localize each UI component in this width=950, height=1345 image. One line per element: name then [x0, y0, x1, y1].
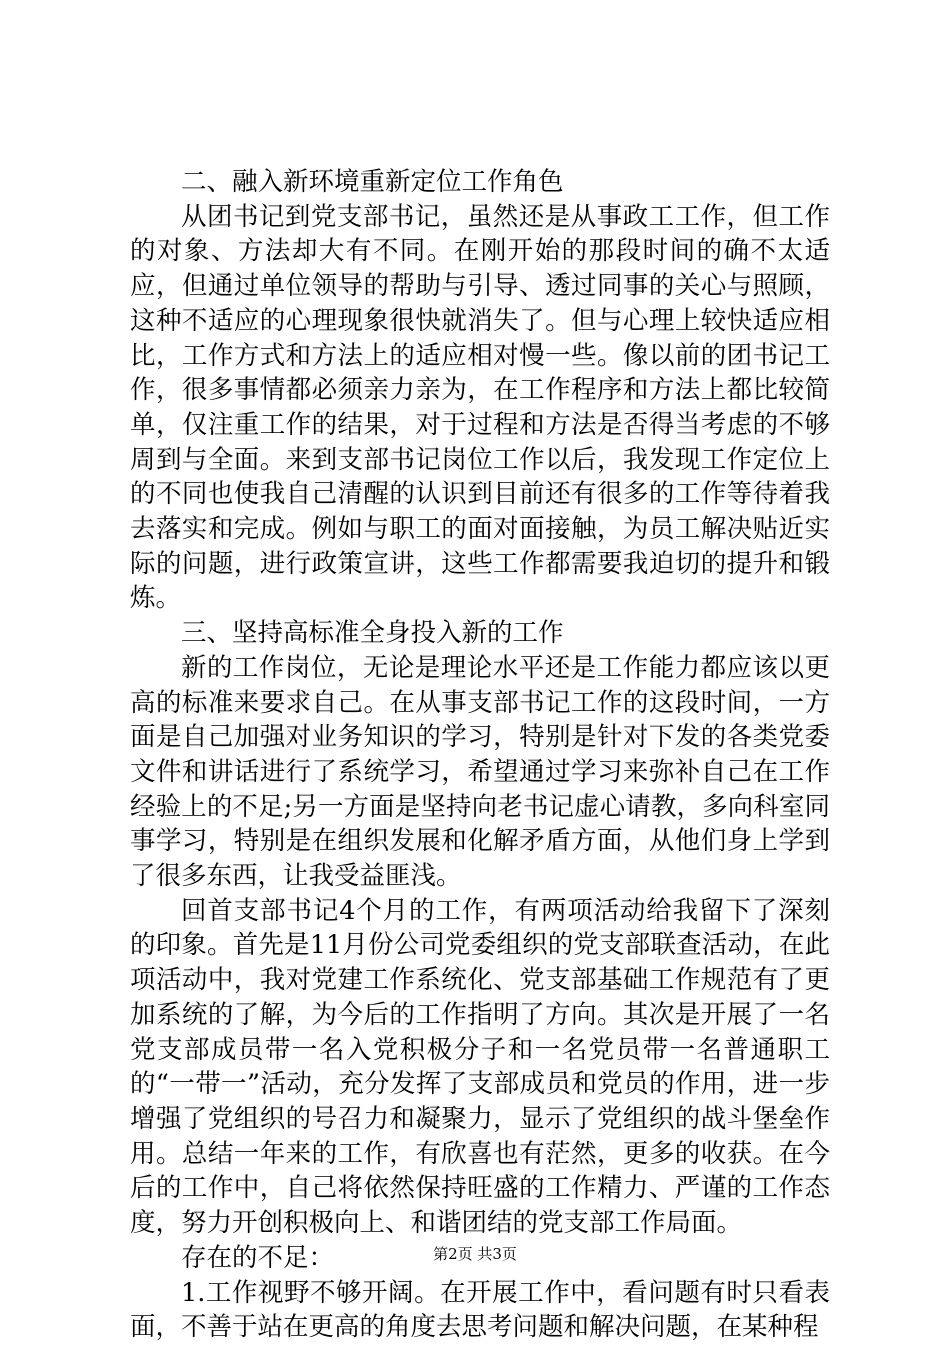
section-heading-3: 三、坚持高标准全身投入新的工作 [181, 618, 564, 649]
page-number: 第2页 共3页 [433, 1245, 517, 1263]
body-paragraph: 回首支部书记4个月的工作，有两项活动给我留下了深刻的印象。首先是11月份公司党委组织的党支部联查活动，在此项活动中，我对党建工作系统化、党支部基础工作规范有了更加系统的了解，为今后的工作指明了方向。其次是开展了一名党支部成员带一名入党积极分子和一名党员带一名普通职工的“一带一”活动，充分发挥了支部成员和党员的作用，进一步增强了党组织的号召力和凝聚力，显示了党组织的战斗堡垒作用。总结一年来的工作，有欣喜也有茫然，更多的收获。在今后的工作中，自己将依然保持旺盛的工作精力、严谨的工作态度，努力开创积极向上、和谐团结的党支部工作局面。 [130, 895, 830, 1239]
list-item: 1.工作视野不够开阔。在开展工作中，看问题有时只看表面，不善于站在更高的角度去思考问题和解决问题，在某种程 [130, 1277, 830, 1343]
body-paragraph: 从团书记到党支部书记，虽然还是从事政工工作，但工作的对象、方法却大有不同。在刚开始的那段时间的确不太适应，但通过单位领导的帮助与引导、透过同事的关心与照顾，这种不适应的心理现象很快就消失了。但与心理上较快适应相比，工作方式和方法上的适应相对慢一些。像以前的团书记工作，很多事情都必须亲力亲为，在工作程序和方法上都比较简单，仅注重工作的结果，对于过程和方法是否得当考虑的不够周到与全面。来到支部书记岗位工作以后，我发现工作定位上的不同也使我自己清醒的认识到目前还有很多的工作等待着我去落实和完成。例如与职工的面对面接触，为员工解决贴近实际的问题，进行政策宣讲，这些工作都需要我迫切的提升和锻炼。 [130, 201, 830, 614]
page-footer [0, 1244, 950, 1264]
section-heading-2: 二、融入新环境重新定位工作角色 [181, 167, 564, 197]
shortcomings-heading: 存在的不足： [181, 1242, 335, 1273]
body-paragraph: 新的工作岗位，无论是理论水平还是工作能力都应该以更高的标准来要求自己。在从事支部书记工作的这段时间，一方面是自己加强对业务知识的学习，特别是针对下发的各类党委文件和讲话进行了系统学习，希望通过学习来弥补自己在工作经验上的不足;另一方面是坚持向老书记虚心请教，多向科室同事学习，特别是在组织发展和化解矛盾方面，从他们身上学到了很多东西，让我受益匪浅。 [130, 652, 830, 892]
document-body [130, 165, 830, 1345]
